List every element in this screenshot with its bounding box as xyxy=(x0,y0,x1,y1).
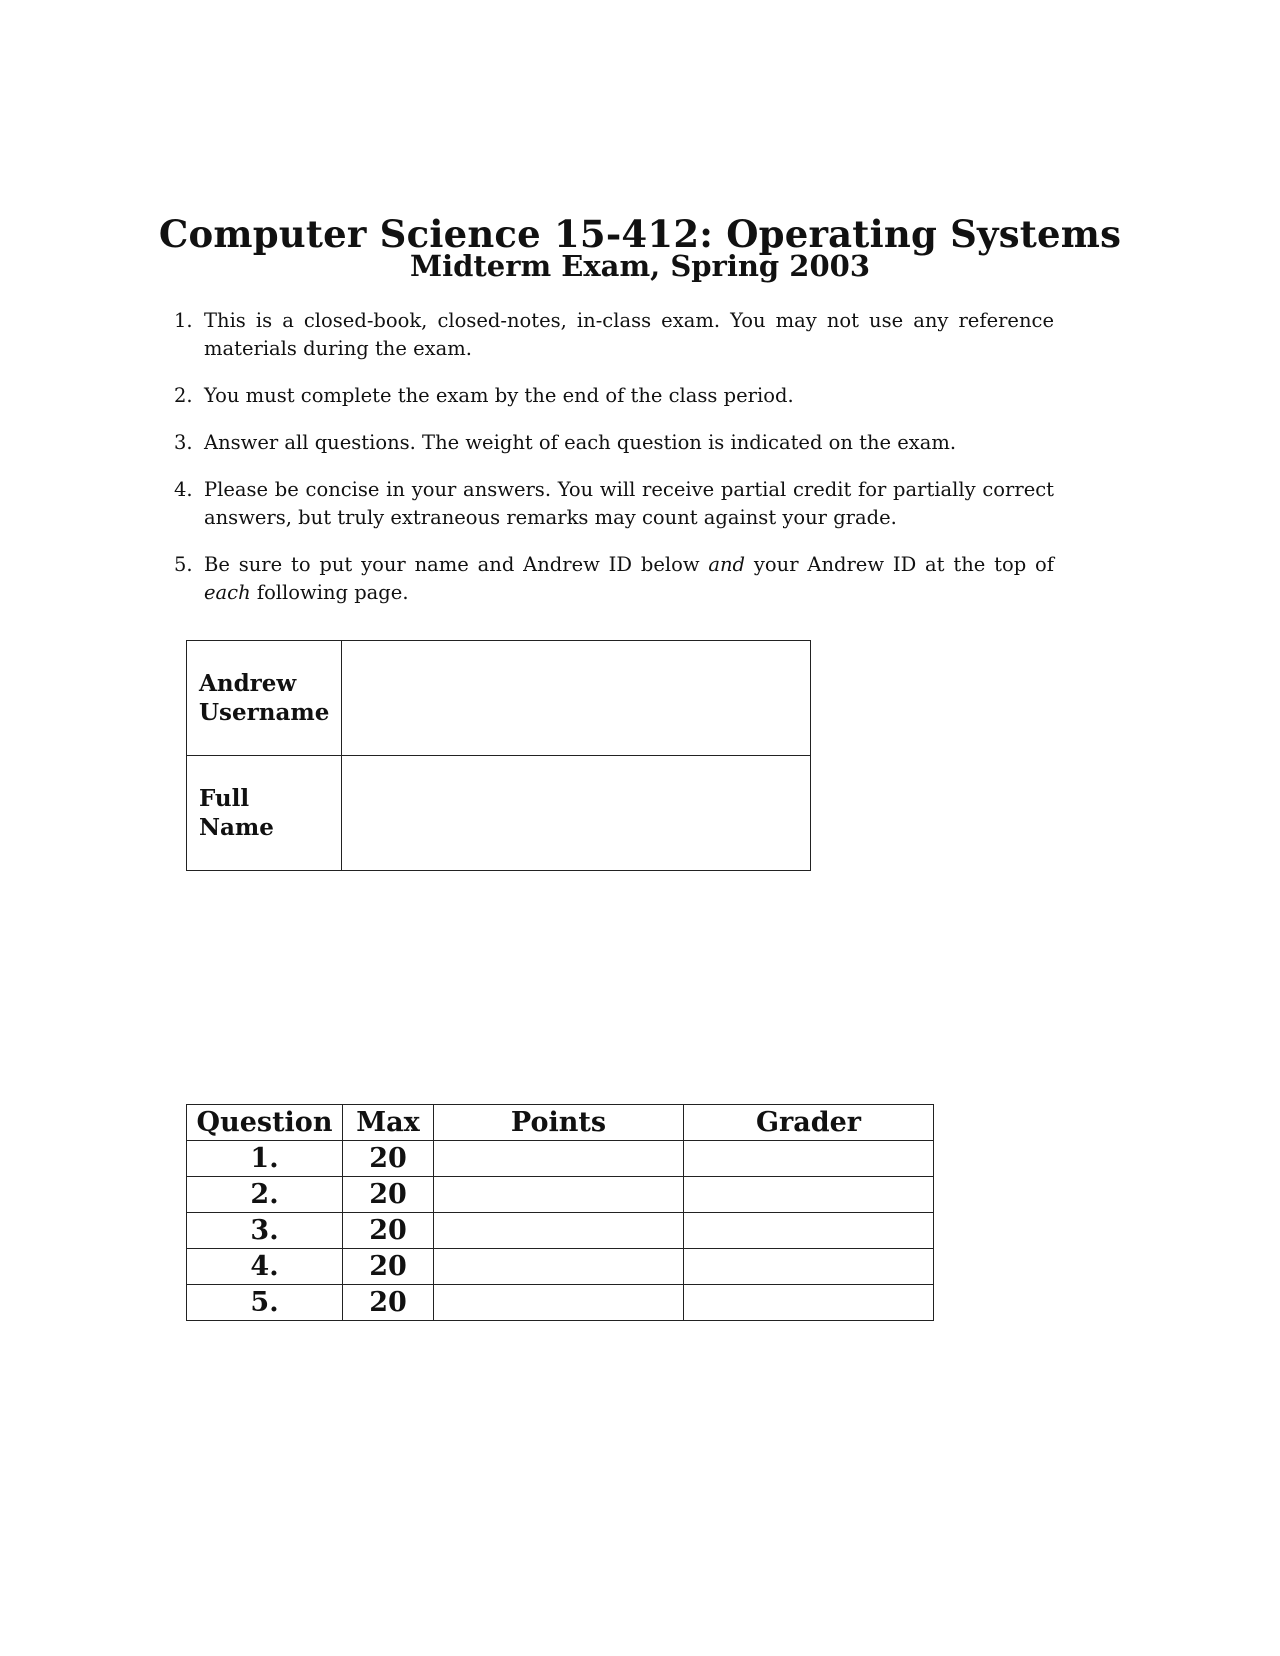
instruction-number: 5. xyxy=(174,553,193,576)
instruction-number: 1. xyxy=(174,309,193,332)
points-cell[interactable] xyxy=(434,1141,684,1177)
max-points: 20 xyxy=(343,1177,434,1213)
table-row xyxy=(187,1177,934,1213)
instruction-text-part: Be sure to put your name and Andrew ID below xyxy=(204,553,709,576)
max-points: 20 xyxy=(343,1141,434,1177)
instructions-list xyxy=(174,307,1054,626)
grader-cell[interactable] xyxy=(684,1177,934,1213)
instruction-item xyxy=(174,476,1054,532)
fullname-field[interactable] xyxy=(342,756,811,871)
username-field[interactable] xyxy=(342,641,811,756)
exam-header xyxy=(0,214,1280,282)
table-row xyxy=(187,1141,934,1177)
exam-subtitle: Midterm Exam, Spring 2003 xyxy=(409,249,871,283)
question-number: 2. xyxy=(187,1177,343,1213)
question-number: 5. xyxy=(187,1285,343,1321)
table-row xyxy=(187,1213,934,1249)
username-label xyxy=(187,641,342,756)
fullname-label-line2: Name xyxy=(199,814,274,841)
instruction-text xyxy=(204,553,1054,604)
question-number: 4. xyxy=(187,1249,343,1285)
fullname-label-line1: Full xyxy=(199,785,250,812)
points-cell[interactable] xyxy=(434,1177,684,1213)
instruction-emphasis: each xyxy=(204,581,251,604)
student-id-form xyxy=(186,640,811,871)
question-number: 3. xyxy=(187,1213,343,1249)
score-table-header xyxy=(187,1105,934,1141)
instruction-text: Please be concise in your answers. You will receive partial credit for partially correct answers, but truly extraneous remarks may count against your grade. xyxy=(204,478,1054,529)
instruction-item xyxy=(174,551,1054,607)
instruction-number: 3. xyxy=(174,431,193,454)
header-max: Max xyxy=(343,1105,434,1141)
grader-cell[interactable] xyxy=(684,1141,934,1177)
fullname-label xyxy=(187,756,342,871)
username-label-line2: Username xyxy=(199,699,330,726)
points-cell[interactable] xyxy=(434,1249,684,1285)
max-points: 20 xyxy=(343,1285,434,1321)
header-question: Question xyxy=(187,1105,343,1141)
fullname-row xyxy=(187,756,811,871)
grader-cell[interactable] xyxy=(684,1213,934,1249)
score-table xyxy=(186,1104,934,1321)
points-cell[interactable] xyxy=(434,1213,684,1249)
instruction-text: This is a closed-book, closed-notes, in-class exam. You may not use any reference materials during the exam. xyxy=(204,309,1054,360)
instruction-item xyxy=(174,382,1054,410)
instruction-text-part: your Andrew ID at the top of xyxy=(745,553,1054,576)
table-row xyxy=(187,1249,934,1285)
header-grader: Grader xyxy=(684,1105,934,1141)
question-number: 1. xyxy=(187,1141,343,1177)
course-title: Computer Science 15-412: Operating Systems xyxy=(158,212,1122,256)
instruction-number: 2. xyxy=(174,384,193,407)
instruction-text: You must complete the exam by the end of the class period. xyxy=(204,384,794,407)
header-points: Points xyxy=(434,1105,684,1141)
instruction-number: 4. xyxy=(174,478,193,501)
grader-cell[interactable] xyxy=(684,1285,934,1321)
instruction-item xyxy=(174,307,1054,363)
instruction-emphasis: and xyxy=(708,553,746,576)
max-points: 20 xyxy=(343,1213,434,1249)
table-row xyxy=(187,1285,934,1321)
username-row xyxy=(187,641,811,756)
instruction-text: Answer all questions. The weight of each question is indicated on the exam. xyxy=(204,431,957,454)
username-label-line1: Andrew xyxy=(199,670,297,697)
instruction-item xyxy=(174,429,1054,457)
points-cell[interactable] xyxy=(434,1285,684,1321)
instruction-text-part: following page. xyxy=(250,581,409,604)
grader-cell[interactable] xyxy=(684,1249,934,1285)
max-points: 20 xyxy=(343,1249,434,1285)
